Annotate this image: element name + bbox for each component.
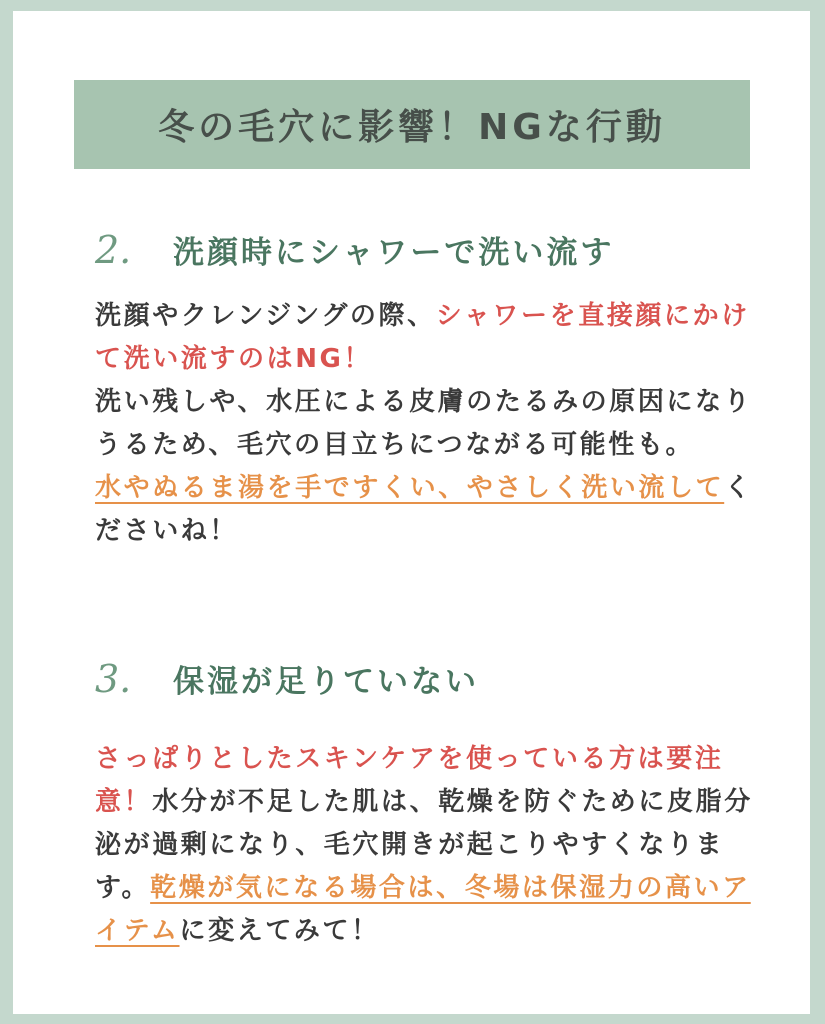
content-card [13, 11, 810, 1014]
section-2-body [95, 295, 755, 553]
section-2-text-intro: 洗顔やクレンジングの際、 [95, 301, 436, 331]
section-2-text-tip: 水やぬるま湯を手ですくい、やさしく洗い流して [95, 473, 725, 503]
section-3-text-closing: に変えてみて！ [179, 916, 380, 946]
section-3-number: 3. [95, 657, 132, 701]
section-2-text-reason: 洗い残しや、水圧による皮膚のたるみの原因になりうるため、毛穴の目立ちにつながる可能性も。 [95, 387, 753, 460]
section-2-text-warning: シャワーを直接顔にかけて洗い流すのはNG！ [95, 301, 750, 374]
page-title: 冬の毛穴に影響！NGな行動 [158, 107, 666, 148]
section-2-number: 2. [95, 228, 132, 272]
section-3-text-tip: 乾燥が気になる場合は、冬場は保湿力の高いアイテム [95, 873, 751, 946]
section-3-text-reason: 水分が不足した肌は、乾燥を防ぐために皮脂分泌が過剰になり、毛穴開きが起こりやすくなります。 [95, 787, 753, 903]
title-banner [74, 80, 750, 169]
section-2-text-closing: くださいね！ [95, 473, 753, 546]
section-2-heading-text: 洗顔時にシャワーで洗い流す [173, 235, 615, 271]
section-3-heading-text: 保湿が足りていない [173, 664, 479, 700]
section-3 [95, 656, 755, 953]
section-3-text-warning: さっぱりとしたスキンケアを使っている方は要注意！ [95, 744, 724, 817]
section-2 [95, 227, 755, 553]
section-2-heading [95, 227, 755, 283]
section-3-heading [95, 656, 755, 712]
section-3-body [95, 738, 755, 953]
